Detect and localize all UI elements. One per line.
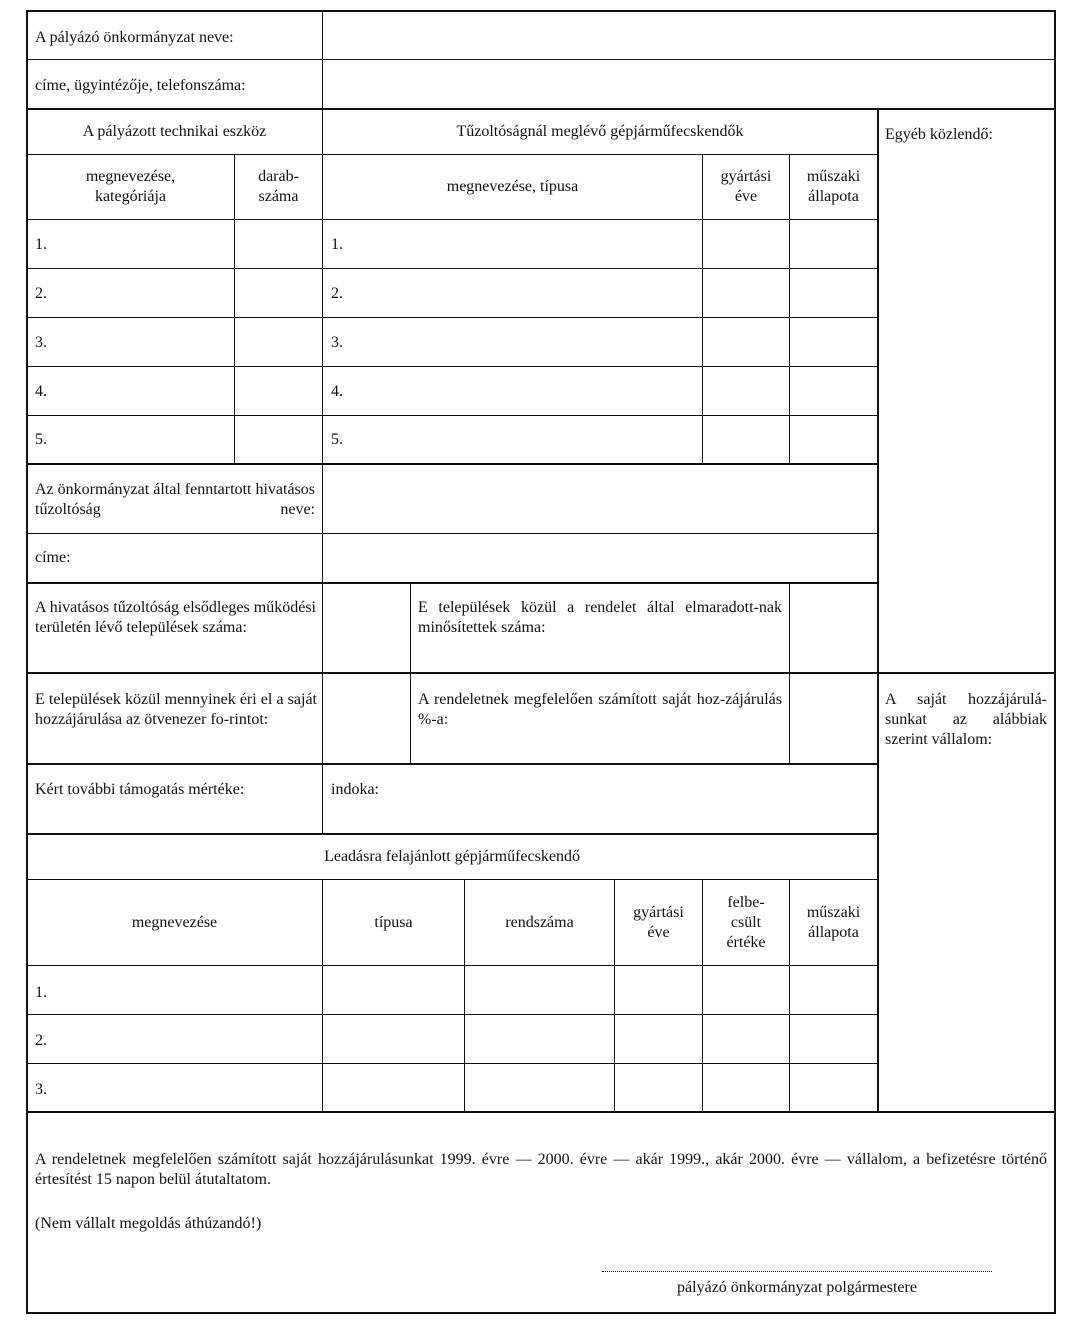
over-fifty-thousand-label: E települések közül mennyinek éri el a saját hozzájárulása az ötvenezer fo-rintot: — [35, 691, 317, 728]
applicant-name-label: A pályázó önkormányzat neve: — [35, 29, 234, 46]
own-contribution-label: A saját hozzájárulá-sunkat az alábbiak szerint vállalom: — [885, 691, 1047, 748]
existing-pumpers-header: Tűzoltóságnál meglévő gépjárműfecskendők — [456, 123, 744, 140]
col-condition-1: műszaki — [806, 168, 861, 185]
offered-col-year-2: éve — [647, 924, 670, 941]
table-row-number: 2. — [331, 285, 343, 302]
offered-col-plate: rendszáma — [505, 914, 574, 931]
own-contribution-field[interactable] — [880, 750, 1054, 1108]
col-name-type: megnevezése, típusa — [446, 178, 579, 195]
settlements-count-field[interactable] — [324, 585, 409, 671]
col-year-2: éve — [734, 188, 758, 205]
offered-col-condition-1: műszaki — [806, 904, 861, 921]
support-reason-field[interactable] — [390, 766, 876, 832]
applicant-name-field[interactable] — [324, 12, 1054, 58]
table-row-number: 2. — [35, 1032, 47, 1049]
applicant-contact-field[interactable] — [324, 61, 1054, 107]
col-name-category-2: kategóriája — [94, 188, 167, 205]
signature-label: pályázó önkormányzat polgármestere — [677, 1279, 917, 1296]
table-row-number: 3. — [331, 334, 343, 351]
table-row-number: 1. — [331, 236, 343, 253]
support-amount-label: Kért további támogatás mértéke: — [35, 781, 245, 798]
offered-col-value-3: értéke — [726, 934, 766, 951]
fire-service-address-label: címe: — [35, 549, 71, 566]
over-fifty-thousand-field[interactable] — [324, 675, 409, 762]
contribution-percent-field[interactable] — [791, 675, 876, 762]
signature-line[interactable] — [602, 1271, 992, 1272]
underdeveloped-count-label: E települések közül a rendelet által elmaradott-nak minősítettek száma: — [418, 599, 782, 636]
table-row-number: 4. — [35, 383, 47, 400]
fire-service-name-field[interactable] — [324, 466, 876, 532]
col-name-category-1: megnevezése, — [85, 168, 176, 185]
applicant-contact-label: címe, ügyintézője, telefonszáma: — [35, 77, 246, 94]
requested-equipment-header: A pályázott technikai eszköz — [82, 123, 267, 140]
col-quantity-1: darab- — [258, 168, 299, 185]
col-year-1: gyártási — [720, 168, 772, 185]
table-row-number: 5. — [35, 431, 47, 448]
fire-service-name-label: Az önkormányzat által fenntartott hivatásos tűzoltóság neve: — [35, 481, 315, 518]
offered-col-type: típusa — [374, 914, 413, 931]
underdeveloped-count-field[interactable] — [791, 585, 876, 671]
table-row-number: 5. — [331, 431, 343, 448]
col-quantity-2: száma — [258, 188, 299, 205]
table-row-number: 3. — [35, 334, 47, 351]
table-row-number: 1. — [35, 236, 47, 253]
table-row-number: 1. — [35, 984, 47, 1001]
settlements-count-label: A hivatásos tűzoltóság elsődleges működési területén lévő települések száma: — [35, 599, 316, 636]
other-notes-field[interactable] — [880, 150, 1054, 670]
offered-col-value-1: felbe- — [727, 894, 765, 911]
table-row-number: 3. — [35, 1081, 47, 1098]
offered-col-name: megnevezése — [131, 914, 218, 931]
col-condition-2: állapota — [808, 188, 859, 205]
strike-through-note: (Nem vállalt megoldás áthúzandó!) — [35, 1215, 262, 1232]
offered-col-year-1: gyártási — [633, 904, 684, 921]
contribution-percent-label: A rendeletnek megfelelően számított saját hoz-zájárulás %-a: — [418, 691, 782, 728]
table-row-number: 4. — [331, 383, 343, 400]
support-reason-label: indoka: — [331, 781, 379, 798]
table-row-number: 2. — [35, 285, 47, 302]
other-notes-label: Egyéb közlendő: — [885, 126, 993, 143]
contribution-statement: A rendeletnek megfelelően számított saját hozzájárulásunkat 1999. évre — 2000. évre — akár 1999., akár 2000. évre — vállalom, a befizetésre történő értesítést 15 napon belül átutaltatom. — [35, 1151, 1047, 1188]
offered-col-value-2: csült — [730, 914, 762, 931]
offered-col-condition-2: állapota — [808, 924, 859, 941]
offered-pumper-header: Leadásra felajánlott gépjárműfecskendő — [324, 848, 580, 865]
fire-service-address-field[interactable] — [324, 535, 876, 581]
